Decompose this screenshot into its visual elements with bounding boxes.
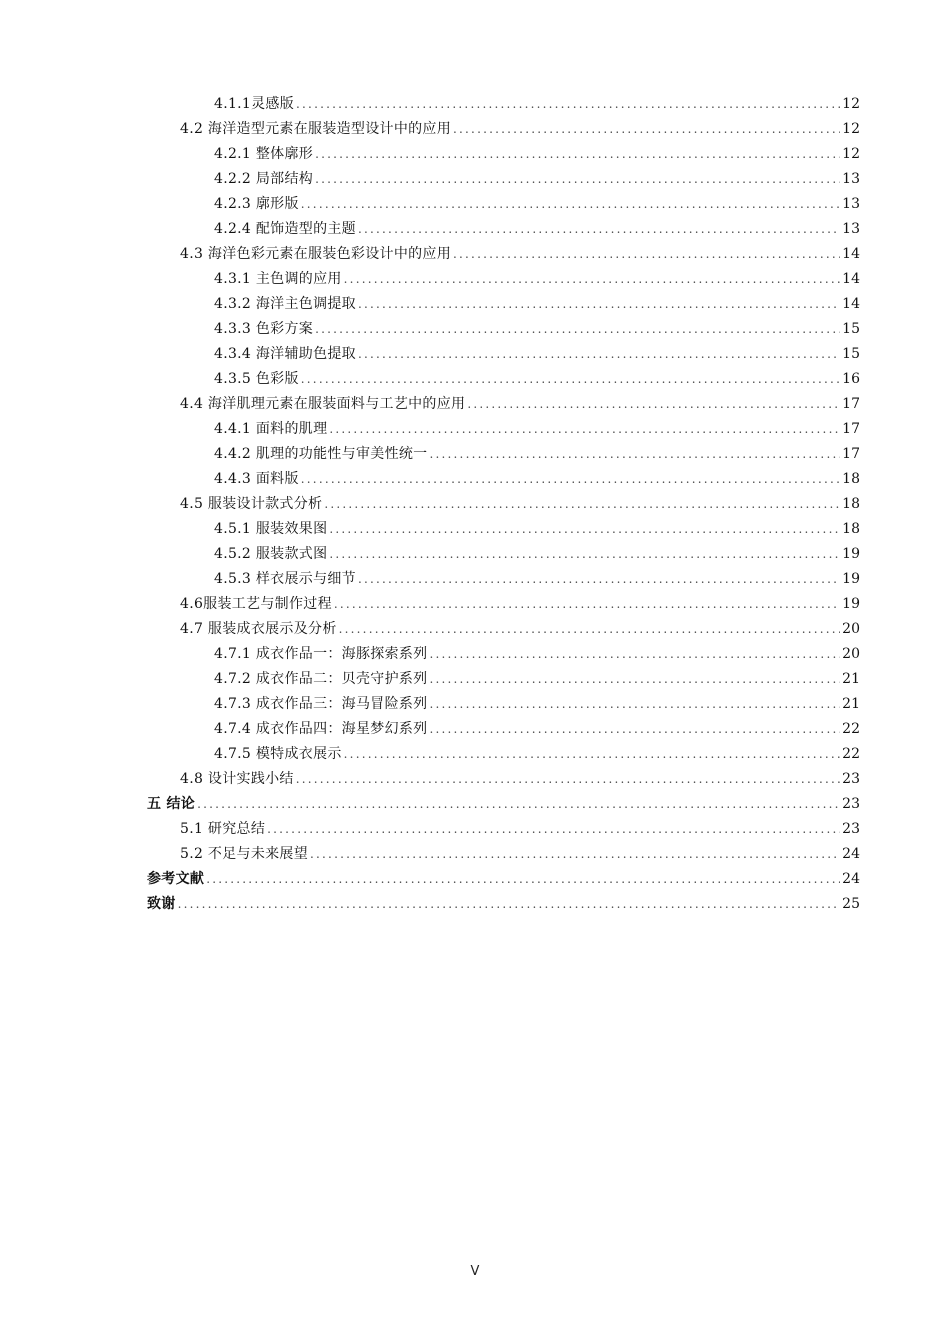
toc-entry-label: 4.7.1 成衣作品一：海豚探索系列 [214,646,428,662]
toc-leader-dots [197,792,840,817]
toc-entry-label: 4.4.3 面料版 [214,471,299,487]
toc-leader-dots [301,192,840,217]
toc-entry-label: 4.3.3 色彩方案 [214,321,314,337]
toc-entry-label: 致谢 [147,896,176,912]
toc-entry[interactable] [0,492,950,517]
toc-leader-dots [344,742,840,767]
toc-entry-page: 13 [842,196,860,212]
toc-leader-dots [315,142,840,167]
toc-entry-label: 4.5.2 服装款式图 [214,546,328,562]
toc-entry[interactable] [0,317,950,342]
toc-leader-dots [324,492,840,517]
toc-leader-dots [358,342,840,367]
toc-entry-label: 4.3 海洋色彩元素在服装色彩设计中的应用 [180,246,452,262]
toc-entry-page: 24 [842,846,860,862]
toc-entry[interactable] [0,692,950,717]
toc-entry-page: 19 [842,546,860,562]
toc-leader-dots [178,892,840,917]
toc-entry-label: 4.5.3 样衣展示与细节 [214,571,356,587]
toc-entry-label: 4.2 海洋造型元素在服装造型设计中的应用 [180,121,452,137]
toc-entry-page: 15 [842,346,860,362]
toc-entry[interactable] [0,367,950,392]
toc-leader-dots [296,767,840,792]
toc-entry-label: 4.3.2 海洋主色调提取 [214,296,356,312]
toc-entry[interactable] [0,667,950,692]
toc-entry-label: 4.7.4 成衣作品四：海星梦幻系列 [214,721,428,737]
toc-leader-dots [301,467,840,492]
toc-entry-page: 14 [842,271,860,287]
toc-entry-page: 17 [842,396,860,412]
toc-entry-label: 4.8 设计实践小结 [180,771,294,787]
toc-entry-page: 14 [842,246,860,262]
toc-entry[interactable] [0,467,950,492]
toc-entry-label: 4.7.5 模特成衣展示 [214,746,342,762]
toc-entry[interactable] [0,342,950,367]
toc-entry-label: 4.7.2 成衣作品二：贝壳守护系列 [214,671,428,687]
toc-entry[interactable] [0,642,950,667]
toc-entry[interactable] [0,717,950,742]
toc-entry-label: 4.7.3 成衣作品三：海马冒险系列 [214,696,428,712]
toc-entry-label: 4.2.3 廓形版 [214,196,299,212]
toc-leader-dots [329,417,840,442]
toc-leader-dots [429,642,840,667]
table-of-contents [0,92,950,917]
toc-entry-page: 15 [842,321,860,337]
toc-entry[interactable] [0,892,950,917]
toc-leader-dots [467,392,840,417]
toc-leader-dots [453,117,840,142]
toc-entry-label: 5.1 研究总结 [180,821,266,837]
toc-entry-page: 12 [842,146,860,162]
toc-entry[interactable] [0,217,950,242]
toc-entry[interactable] [0,242,950,267]
toc-leader-dots [315,317,840,342]
toc-leader-dots [358,292,840,317]
toc-entry[interactable] [0,867,950,892]
toc-leader-dots [334,592,840,617]
toc-entry-page: 14 [842,296,860,312]
toc-entry-label: 五 结论 [147,796,196,812]
toc-entry[interactable] [0,442,950,467]
toc-entry-page: 22 [842,721,860,737]
toc-entry-page: 13 [842,171,860,187]
toc-leader-dots [344,267,840,292]
toc-entry-page: 13 [842,221,860,237]
toc-entry[interactable] [0,792,950,817]
toc-entry[interactable] [0,542,950,567]
toc-entry-page: 19 [842,596,860,612]
toc-entry[interactable] [0,592,950,617]
page-number: V [470,1264,480,1279]
toc-leader-dots [301,367,840,392]
toc-entry-label: 4.4.2 肌理的功能性与审美性统一 [214,446,428,462]
toc-entry-label: 4.3.4 海洋辅助色提取 [214,346,356,362]
toc-entry-label: 4.1.1灵感版 [214,96,295,112]
toc-entry-label: 4.2.4 配饰造型的主题 [214,221,356,237]
toc-entry[interactable] [0,617,950,642]
toc-entry-page: 23 [842,821,860,837]
toc-leader-dots [429,667,840,692]
toc-entry[interactable] [0,267,950,292]
toc-entry-page: 18 [842,471,860,487]
toc-entry-label: 4.2.2 局部结构 [214,171,314,187]
toc-entry-page: 17 [842,421,860,437]
toc-entry[interactable] [0,392,950,417]
toc-entry-label: 参考文献 [147,871,205,887]
toc-entry-label: 4.5 服装设计款式分析 [180,496,323,512]
toc-entry-page: 23 [842,771,860,787]
toc-entry-page: 20 [842,621,860,637]
toc-leader-dots [429,717,840,742]
toc-leader-dots [358,567,840,592]
toc-leader-dots [429,692,840,717]
toc-leader-dots [329,517,840,542]
toc-entry[interactable] [0,167,950,192]
toc-entry-label: 4.4.1 面料的肌理 [214,421,328,437]
toc-leader-dots [429,442,840,467]
toc-leader-dots [315,167,840,192]
toc-entry[interactable] [0,817,950,842]
toc-leader-dots [339,617,840,642]
toc-entry-label: 4.3.1 主色调的应用 [214,271,342,287]
toc-entry-page: 18 [842,496,860,512]
toc-leader-dots [296,92,840,117]
toc-entry[interactable] [0,567,950,592]
toc-entry-page: 18 [842,521,860,537]
toc-entry-label: 4.4 海洋肌理元素在服装面料与工艺中的应用 [180,396,466,412]
toc-leader-dots [329,542,840,567]
toc-entry-page: 17 [842,446,860,462]
toc-leader-dots [206,867,840,892]
toc-entry-page: 20 [842,646,860,662]
toc-entry-page: 22 [842,746,860,762]
toc-entry-page: 24 [842,871,860,887]
toc-entry[interactable] [0,742,950,767]
toc-entry[interactable] [0,292,950,317]
toc-entry[interactable] [0,767,950,792]
toc-entry[interactable] [0,92,950,117]
toc-entry-label: 4.2.1 整体廓形 [214,146,314,162]
toc-entry[interactable] [0,517,950,542]
toc-entry-label: 5.2 不足与未来展望 [180,846,309,862]
toc-entry-page: 19 [842,571,860,587]
toc-entry[interactable] [0,192,950,217]
toc-entry-page: 16 [842,371,860,387]
toc-leader-dots [267,817,840,842]
toc-entry-label: 4.3.5 色彩版 [214,371,299,387]
toc-entry[interactable] [0,842,950,867]
toc-entry-page: 12 [842,96,860,112]
toc-entry-page: 21 [842,696,860,712]
toc-entry[interactable] [0,417,950,442]
toc-entry-page: 21 [842,671,860,687]
toc-leader-dots [453,242,840,267]
toc-entry-page: 25 [842,896,860,912]
toc-entry-label: 4.5.1 服装效果图 [214,521,328,537]
toc-entry-page: 12 [842,121,860,137]
toc-entry[interactable] [0,117,950,142]
toc-entry[interactable] [0,142,950,167]
toc-entry-page: 23 [842,796,860,812]
toc-entry-label: 4.7 服装成衣展示及分析 [180,621,337,637]
toc-leader-dots [358,217,840,242]
toc-entry-label: 4.6服装工艺与制作过程 [180,596,332,612]
toc-leader-dots [310,842,840,867]
